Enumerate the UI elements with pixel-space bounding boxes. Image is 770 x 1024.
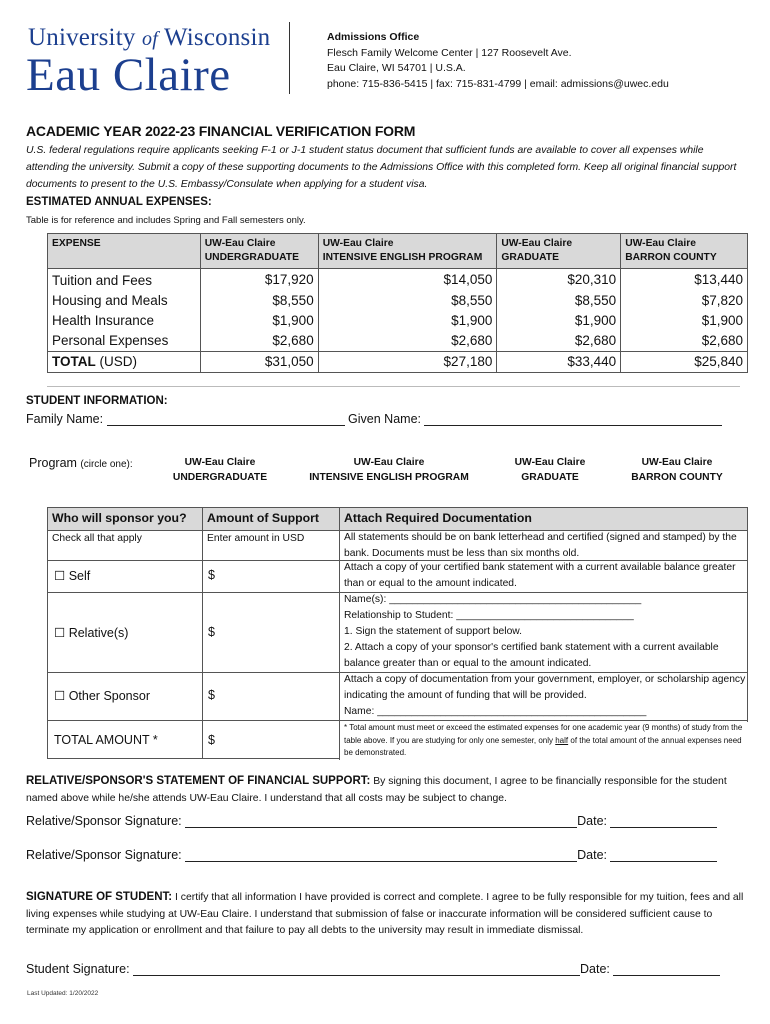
family-name-field[interactable]	[107, 412, 345, 426]
expense-value: $14,050	[318, 269, 497, 292]
expense-value: $2,680	[318, 331, 497, 352]
relative-step-2: 2. Attach a copy of your sponsor's certified bank statement with a current available balance greater than or equal to the amount indicated.	[344, 642, 719, 669]
header-divider	[289, 22, 290, 94]
relative-documentation	[339, 592, 756, 672]
program-label: Program (circle one):	[29, 456, 133, 470]
student-signature-heading: SIGNATURE OF STUDENT:	[26, 891, 173, 903]
office-contact-block	[327, 30, 669, 92]
student-certification: SIGNATURE OF STUDENT: I certify that all information I have provided is correct and complete. I agree to be fully responsible for my tuition, fees and all living expenses while studying at UW-Eau Claire. I understand that submission of false or inaccurate information will be considered sufficient cause to terminate my application or enrollment and that failure to pay all debts to the university may result in immediate dismissal.	[26, 891, 744, 936]
relative-step-1: 1. Sign the statement of support below.	[344, 626, 523, 637]
documentation-note: All statements should be on bank letterhead and certified (signed and stamped) by the bank. Documents must be less than six months old.	[339, 530, 756, 562]
name-line	[26, 412, 722, 426]
expense-value: $1,900	[621, 311, 748, 331]
total-value: $25,840	[621, 352, 748, 373]
other-sponsor-name-field[interactable]: Name: _______________________________________________	[344, 706, 647, 717]
row-divider	[48, 720, 747, 721]
expenses-heading: ESTIMATED ANNUAL EXPENSES:	[26, 196, 212, 208]
self-label: Self	[68, 569, 91, 583]
checkbox-icon[interactable]: ☐	[54, 569, 66, 583]
sponsor-date-field[interactable]	[610, 848, 717, 862]
other-sponsor-option[interactable]	[48, 688, 208, 703]
office-title: Admissions Office	[327, 31, 420, 43]
relative-option[interactable]	[48, 625, 208, 640]
section-divider	[47, 386, 740, 387]
expense-value: $20,310	[497, 269, 621, 292]
expense-value: $7,820	[621, 291, 748, 311]
sponsor-table	[47, 507, 748, 759]
other-sponsor-label: Other Sponsor	[68, 689, 150, 703]
self-amount-field[interactable]: $	[208, 568, 215, 582]
expense-label: Tuition and Fees	[48, 269, 201, 292]
program-option-graduate[interactable]: UW-Eau Claire GRADUATE	[514, 457, 586, 483]
amount-subheader: Enter amount in USD	[202, 530, 339, 758]
table-row	[48, 269, 748, 292]
expense-value: $2,680	[497, 331, 621, 352]
expense-value: $13,440	[621, 269, 748, 292]
total-row	[48, 352, 748, 373]
expense-value: $8,550	[497, 291, 621, 311]
expenses-table	[47, 233, 748, 373]
total-value: $31,050	[200, 352, 318, 373]
expenses-header-row	[48, 234, 748, 269]
relative-statement: RELATIVE/SPONSOR'S STATEMENT OF FINANCIAL SUPPORT: By signing this document, I agree to be financially responsible for the student named above while he/she attends UW-Eau Claire. I understand that all costs may be subject to change.	[26, 775, 727, 804]
program-option-intensive-english[interactable]: UW-Eau Claire INTENSIVE ENGLISH PROGRAM	[309, 457, 469, 483]
relationship-field[interactable]: Relationship to Student: _______________________________	[344, 610, 634, 621]
total-amount-field[interactable]: $	[208, 733, 215, 747]
student-info-heading: STUDENT INFORMATION:	[26, 395, 168, 407]
table-header: UW-Eau Claire UNDERGRADUATE	[200, 234, 318, 269]
relative-label: Relative(s)	[68, 626, 129, 640]
table-row	[48, 311, 748, 331]
sponsor-date-field[interactable]	[610, 814, 717, 828]
program-option-barron-county[interactable]: UW-Eau Claire BARRON COUNTY	[631, 457, 723, 483]
row-divider	[48, 560, 339, 561]
relative-statement-heading: RELATIVE/SPONSOR'S STATEMENT OF FINANCIAL SUPPORT:	[26, 775, 371, 787]
self-option[interactable]	[48, 568, 208, 583]
form-title: ACADEMIC YEAR 2022-23 FINANCIAL VERIFICATION FORM	[26, 123, 416, 139]
expense-value: $8,550	[200, 291, 318, 311]
relative-amount-field[interactable]: $	[208, 625, 215, 639]
total-value: $33,440	[497, 352, 621, 373]
office-address-line: Flesch Family Welcome Center | 127 Roosevelt Ave.	[327, 46, 572, 59]
sponsor-signature-line-2: Relative/Sponsor Signature: Date:	[26, 848, 717, 862]
given-name-field[interactable]	[424, 412, 722, 426]
relative-name-field[interactable]: Name(s): ____________________________________________	[344, 594, 642, 605]
table-row	[48, 291, 748, 311]
table-header: UW-Eau Claire BARRON COUNTY	[621, 234, 748, 269]
expense-label: Housing and Meals	[48, 291, 201, 311]
sponsor-signature-field[interactable]	[185, 848, 577, 862]
expense-value: $1,900	[497, 311, 621, 331]
table-header: UW-Eau Claire INTENSIVE ENGLISH PROGRAM	[318, 234, 497, 269]
expense-label: Personal Expenses	[48, 331, 201, 352]
given-name-label: Given Name:	[344, 412, 425, 426]
office-city-line: Eau Claire, WI 54701 | U.S.A.	[327, 62, 466, 74]
student-signature-field[interactable]	[133, 962, 580, 976]
expense-value: $1,900	[318, 311, 497, 331]
amount-header: Amount of Support	[202, 508, 339, 530]
sponsor-header: Who will sponsor you?	[52, 511, 187, 525]
student-signature-line: Student Signature: Date:	[26, 962, 720, 976]
university-logo-line2: Eau Claire	[26, 49, 231, 101]
intro-paragraph: U.S. federal regulations require applicants seeking F-1 or J-1 student status document that sufficient funds are available to cover all expenses while attending the university. Submit a copy of these supporting documents to the Admissions Office with this completed form. Keep all original financial support documents to present to the U.S. Embassy/Consulate when applying for a student visa.	[26, 145, 737, 190]
sponsor-signature-field[interactable]	[185, 814, 577, 828]
family-name-label: Family Name:	[26, 412, 107, 426]
other-amount-field[interactable]: $	[208, 688, 215, 702]
documentation-header: Attach Required Documentation	[339, 508, 747, 530]
student-date-field[interactable]	[613, 962, 720, 976]
sponsor-signature-line-1: Relative/Sponsor Signature: Date:	[26, 814, 717, 828]
total-label: TOTAL (USD)	[48, 352, 201, 373]
checkbox-icon[interactable]: ☐	[54, 626, 66, 640]
sponsor-subheader: Check all that apply	[52, 533, 142, 544]
expense-value: $2,680	[621, 331, 748, 352]
expense-value: $2,680	[200, 331, 318, 352]
expense-value: $8,550	[318, 291, 497, 311]
checkbox-icon[interactable]: ☐	[54, 689, 66, 703]
other-documentation	[339, 672, 756, 720]
self-documentation: Attach a copy of your certified bank statement with a current available balance greater than or equal to the amount indicated.	[339, 560, 756, 592]
university-logo-line1: University of Wisconsin	[28, 24, 271, 51]
expense-value: $17,920	[200, 269, 318, 292]
total-amount-label: TOTAL AMOUNT *	[54, 733, 158, 747]
total-value: $27,180	[318, 352, 497, 373]
other-doc-text: Attach a copy of documentation from your government, employer, or scholarship agency indicating the amount of funding that will be provided.	[344, 674, 746, 701]
expense-label: Health Insurance	[48, 311, 201, 331]
total-footnote: * Total amount must meet or exceed the estimated expenses for one academic year (9 months) of study from the table above. If you are studying for only one semester, only half of the total amount of the annual expenses need be demonstrated.	[339, 722, 756, 760]
table-row	[48, 331, 748, 352]
last-updated: Last Updated: 1/20/2022	[27, 990, 99, 997]
expenses-note: Table is for reference and includes Spring and Fall semesters only.	[26, 215, 306, 226]
table-header: EXPENSE	[48, 234, 201, 269]
expense-value: $1,900	[200, 311, 318, 331]
table-header: UW-Eau Claire GRADUATE	[497, 234, 621, 269]
office-phone-line: phone: 715-836-5415 | fax: 715-831-4799 | email: admissions@uwec.edu	[327, 77, 669, 90]
program-option-undergraduate[interactable]: UW-Eau Claire UNDERGRADUATE	[172, 457, 268, 483]
